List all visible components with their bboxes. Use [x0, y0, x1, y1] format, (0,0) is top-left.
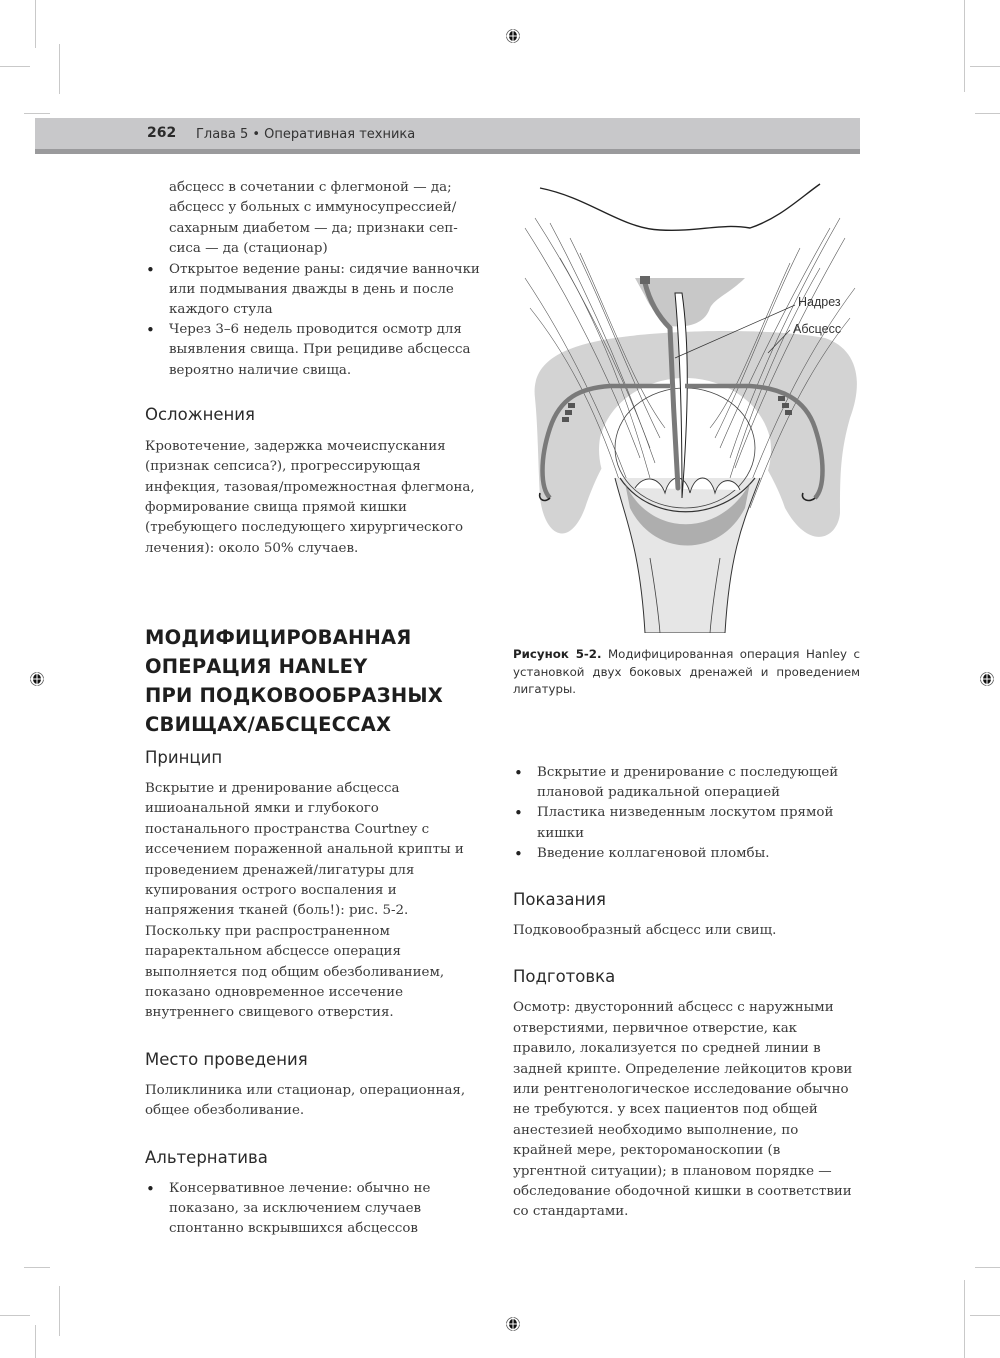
section-title	[145, 623, 485, 739]
label-abscess: Абсцесс	[793, 322, 842, 336]
bullet-item: • Консервативное лечение: обычно не показано, за исключением случаев спонтанно вскрывшихся абсцессов	[145, 1179, 485, 1240]
preparation-text: Осмотр: двусторонний абсцесс с наружными отверстиями, первичное отверстие, как правило, локализуется по средней линии в задней крипте. Определение лейкоцитов крови или рентгенологическое исследование обычно не требуются. у всех пациентов под общей анестезией необходимо выполнение, по крайней мере, ректороманоскопии (в ургентной ситуации); в плановом порядке — обследование ободочной кишки в соответствии со стандартами.	[513, 1000, 853, 1220]
caption-text: Модифицированная операция Hanley с установкой двух боковых дренажей и проведением лигатуры.	[513, 647, 861, 696]
registration-mark-icon	[505, 28, 521, 44]
principle-text: Вскрытие и дренирование абсцесса ишиоанальной ямки и глубокого постанального пространства Courtney с иссечением пораженной анальной крипты и проведением дренажей/лигатуры для купирования острого воспаления и напряжения тканей (боль!): рис. 5-2. Поскольку при распространенном параректальном абсцессе операция выполняется под общим обезболиванием, показано одновременное иссечение внутреннего свищевого отверстия.	[145, 781, 464, 1021]
title-line: ОПЕРАЦИЯ HANLEY	[145, 655, 368, 678]
section-title-block	[145, 623, 485, 739]
text-line: абсцесс у больных с иммуносупрессией/	[169, 200, 457, 216]
location-heading: Место проведения	[145, 1049, 308, 1069]
page-number: 262	[147, 125, 177, 141]
crop-mark	[24, 1267, 50, 1268]
crop-mark	[970, 1315, 1000, 1316]
title-line: МОДИФИЦИРОВАННАЯ	[145, 626, 412, 649]
crop-mark	[59, 1286, 60, 1336]
indications-text: Подковообразный абсцесс или свищ.	[513, 923, 777, 939]
title-line: СВИЩАХ/АБСЦЕССАХ	[145, 713, 392, 736]
text-line: сиса — да (стационар)	[169, 241, 328, 257]
crop-mark	[24, 113, 50, 114]
registration-mark-icon	[505, 1316, 521, 1332]
preparation-heading: Подготовка	[513, 967, 616, 987]
crop-mark	[59, 44, 60, 94]
bullet-item: • Вскрытие и дренирование с последующей плановой радикальной операцией	[513, 763, 858, 803]
title-line: ПРИ ПОДКОВООБРАЗНЫХ	[145, 684, 443, 707]
figure-caption	[513, 646, 860, 699]
right-column	[513, 763, 858, 1223]
bullet-item: • Открытое ведение раны: сидячие ванночки или подмывания дважды в день и после каждого стула	[145, 260, 485, 321]
caption-label: Рисунок 5-2.	[513, 647, 602, 661]
alternative-heading: Альтернатива	[145, 1147, 268, 1167]
crop-mark	[0, 66, 30, 67]
registration-mark-icon	[979, 671, 995, 687]
registration-mark-icon	[29, 671, 45, 687]
crop-mark	[964, 1280, 965, 1358]
text-line: абсцесс в сочетании с флегмоной — да;	[169, 180, 452, 195]
principle-heading: Принцип	[145, 748, 223, 767]
crop-mark	[35, 0, 36, 48]
surgical-illustration	[510, 178, 860, 633]
crop-mark	[0, 1315, 30, 1316]
indications-heading: Показания	[513, 890, 606, 910]
complications-text: Кровотечение, задержка мочеиспускания (признак сепсиса?), прогрессирующая инфекция, тазовая/промежностная флегмона, формирование свища прямой кишки (требующего последующего хирургического лечения): около 50% случаев.	[145, 438, 475, 556]
crop-mark	[975, 1267, 1000, 1268]
bullet-item: • Через 3–6 недель проводится осмотр для выявления свища. При рецидиве абсцесса вероятно наличие свища.	[145, 320, 485, 381]
bullet-item: • Введение коллагеновой пломбы.	[513, 844, 858, 864]
crop-mark	[35, 1325, 36, 1358]
label-incision: Надрез	[798, 295, 841, 309]
alternative-bullet-list-continued	[513, 763, 858, 864]
crop-mark	[975, 113, 1000, 114]
alternative-bullet-list	[145, 1179, 485, 1240]
crop-mark	[964, 0, 965, 92]
left-column-lower	[145, 748, 485, 1239]
bullet-item: • Пластика низведенным лоскутом прямой кишки	[513, 803, 858, 843]
complications-heading: Осложнения	[145, 404, 255, 424]
text-line: сахарным диабетом — да; признаки сеп-	[169, 220, 458, 236]
left-column	[145, 178, 485, 559]
continued-text	[145, 178, 485, 260]
running-head-title: Глава 5 • Оперативная техника	[196, 127, 416, 142]
location-text: Поликлиника или стационар, операционная, общее обезболивание.	[145, 1082, 466, 1119]
crop-mark	[970, 66, 1000, 67]
running-header-stripe	[35, 149, 860, 154]
continued-bullet-list	[145, 260, 485, 381]
